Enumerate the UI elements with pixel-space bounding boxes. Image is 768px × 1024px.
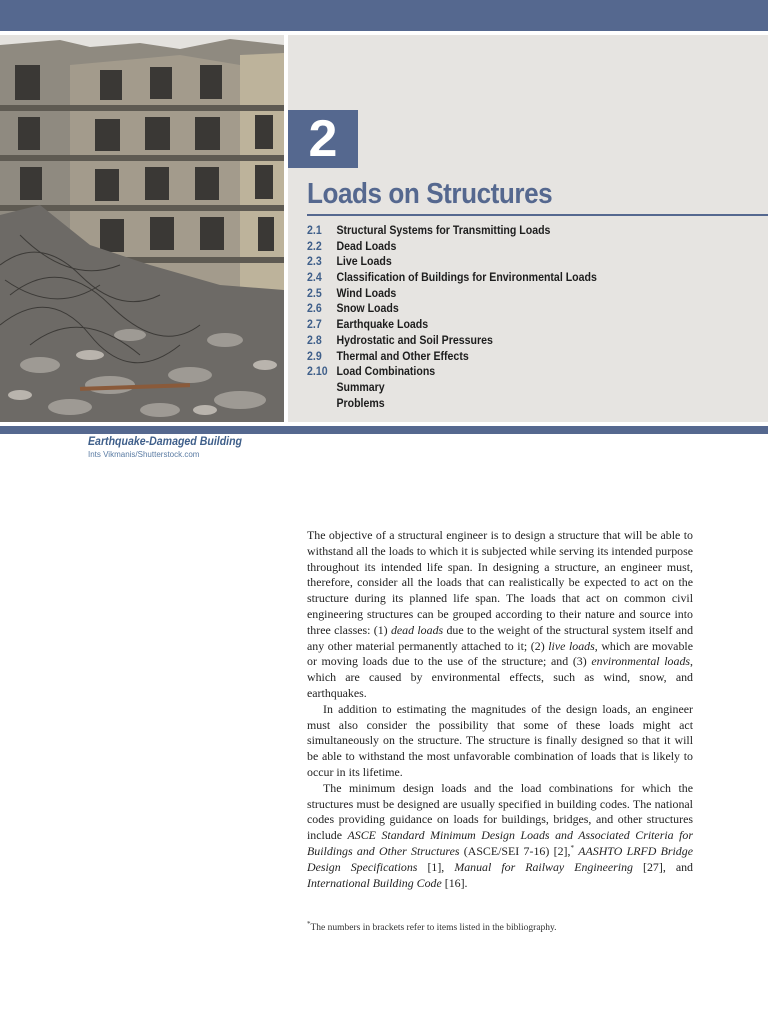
toc-item <box>307 365 597 381</box>
footnote-text: The numbers in brackets refer to items listed in the bibliography. <box>310 923 557 933</box>
citation-aashto: AASHTO LRFD Bridge Design Specifications <box>307 843 693 874</box>
citation-ibc: International Building Code <box>307 875 442 890</box>
chapter-number: 2 <box>288 110 358 168</box>
footnote-mark: * <box>307 919 311 928</box>
photo-credit: Ints Vikmanis/Shutterstock.com <box>88 450 200 459</box>
toc-label: Load Combinations <box>336 366 436 379</box>
body-text <box>307 528 693 891</box>
chapter-contents <box>307 224 622 412</box>
toc-label: Earthquake Loads <box>336 319 429 332</box>
text-run: due to the weight of the structural system itself and any other material permanently attached to it; (2) <box>307 622 694 653</box>
toc-number: 2.2 <box>307 240 322 253</box>
toc-item <box>307 397 597 413</box>
header-band <box>0 0 768 31</box>
toc-item <box>307 334 597 350</box>
toc-label: Wind Loads <box>336 287 397 300</box>
text-run: (ASCE/SEI 7-16) [2], <box>459 843 571 858</box>
toc-label: Hydrostatic and Soil Pressures <box>336 334 493 347</box>
footnote-marker: * <box>570 843 574 852</box>
figure-caption: Earthquake-Damaged Building <box>88 436 243 448</box>
term-environmental-loads: environmental loads <box>591 654 691 669</box>
toc-label: Dead Loads <box>336 240 397 253</box>
toc-item <box>307 240 597 256</box>
toc-label: Snow Loads <box>336 303 399 316</box>
text-run: [1], <box>417 859 455 874</box>
toc-label: Structural Systems for Transmitting Loads <box>336 225 551 237</box>
toc-number: 2.3 <box>307 256 322 269</box>
term-live-loads: live loads <box>548 638 595 653</box>
toc-item <box>307 381 597 397</box>
opener-bottom-band <box>0 426 768 434</box>
toc-number: 2.6 <box>307 303 322 316</box>
citation-asce: ASCE Standard Minimum Design Loads and Associated Criteria for Buildings and Other Structures <box>307 828 693 858</box>
toc-item <box>307 350 597 366</box>
text-run: , which are movable or moving loads due to the use of the structure; and (3) <box>307 638 693 669</box>
toc-label: Classification of Buildings for Environmental Loads <box>336 272 597 285</box>
toc-label: Summary <box>336 381 385 394</box>
toc-number: 2.9 <box>307 350 322 363</box>
text-run: , which are caused by environmental effects, such as wind, snow, and earthquakes. <box>307 654 694 700</box>
chapter-title: Loads on Structures <box>307 178 553 210</box>
toc-item <box>307 224 597 240</box>
toc-number: 2.5 <box>307 287 322 300</box>
toc-number: 2.10 <box>307 366 328 379</box>
earthquake-damaged-building-photo <box>0 35 284 422</box>
toc-number: 2.8 <box>307 334 322 347</box>
building-rubble-illustration <box>0 35 284 422</box>
toc-item <box>307 302 597 318</box>
toc-item <box>307 318 597 334</box>
paragraph-2: In addition to estimating the magnitudes of the design loads, an engineer must also consider the possibility that some of these loads might act simultaneously on the structure. The structure is finally designed so that it will be able to withstand the most unfavorable combination of loads that is likely to occur in its lifetime. <box>307 701 693 779</box>
toc-label: Live Loads <box>336 256 392 269</box>
term-dead-loads: dead loads <box>390 622 444 637</box>
toc-item <box>307 255 597 271</box>
text-run: The objective of a structural engineer is to design a structure that will be able to withstand all the loads to which it is subjected while serving its intended purpose throughout its intended life span. In designing a structure, an engineer must, therefore, consider all the loads that can realistically be expected to act on the structure during its planned life span. The loads that act on common civil engineering structures can be grouped according to their nature and source into three classes: (1) <box>307 528 693 637</box>
text-run: [16]. <box>441 875 468 890</box>
paragraph-3 <box>307 781 693 892</box>
title-rule <box>307 214 768 216</box>
text-run: The minimum design loads and the load combinations for which the structures must be designed are usually specified in building codes. The national codes providing guidance on loads for buildings, bridges, and other structures include <box>307 780 693 843</box>
toc-number: 2.4 <box>307 272 322 285</box>
toc-label: Thermal and Other Effects <box>336 350 469 363</box>
footnote <box>307 919 557 933</box>
text-run: [27], and <box>633 859 693 874</box>
toc-item <box>307 271 597 287</box>
toc-label: Problems <box>336 397 385 410</box>
toc-number: 2.1 <box>307 225 322 237</box>
paragraph-1 <box>307 528 693 702</box>
toc-number: 2.7 <box>307 319 322 332</box>
toc-item <box>307 287 597 303</box>
citation-railway-manual: Manual for Railway Engineering <box>454 859 633 874</box>
